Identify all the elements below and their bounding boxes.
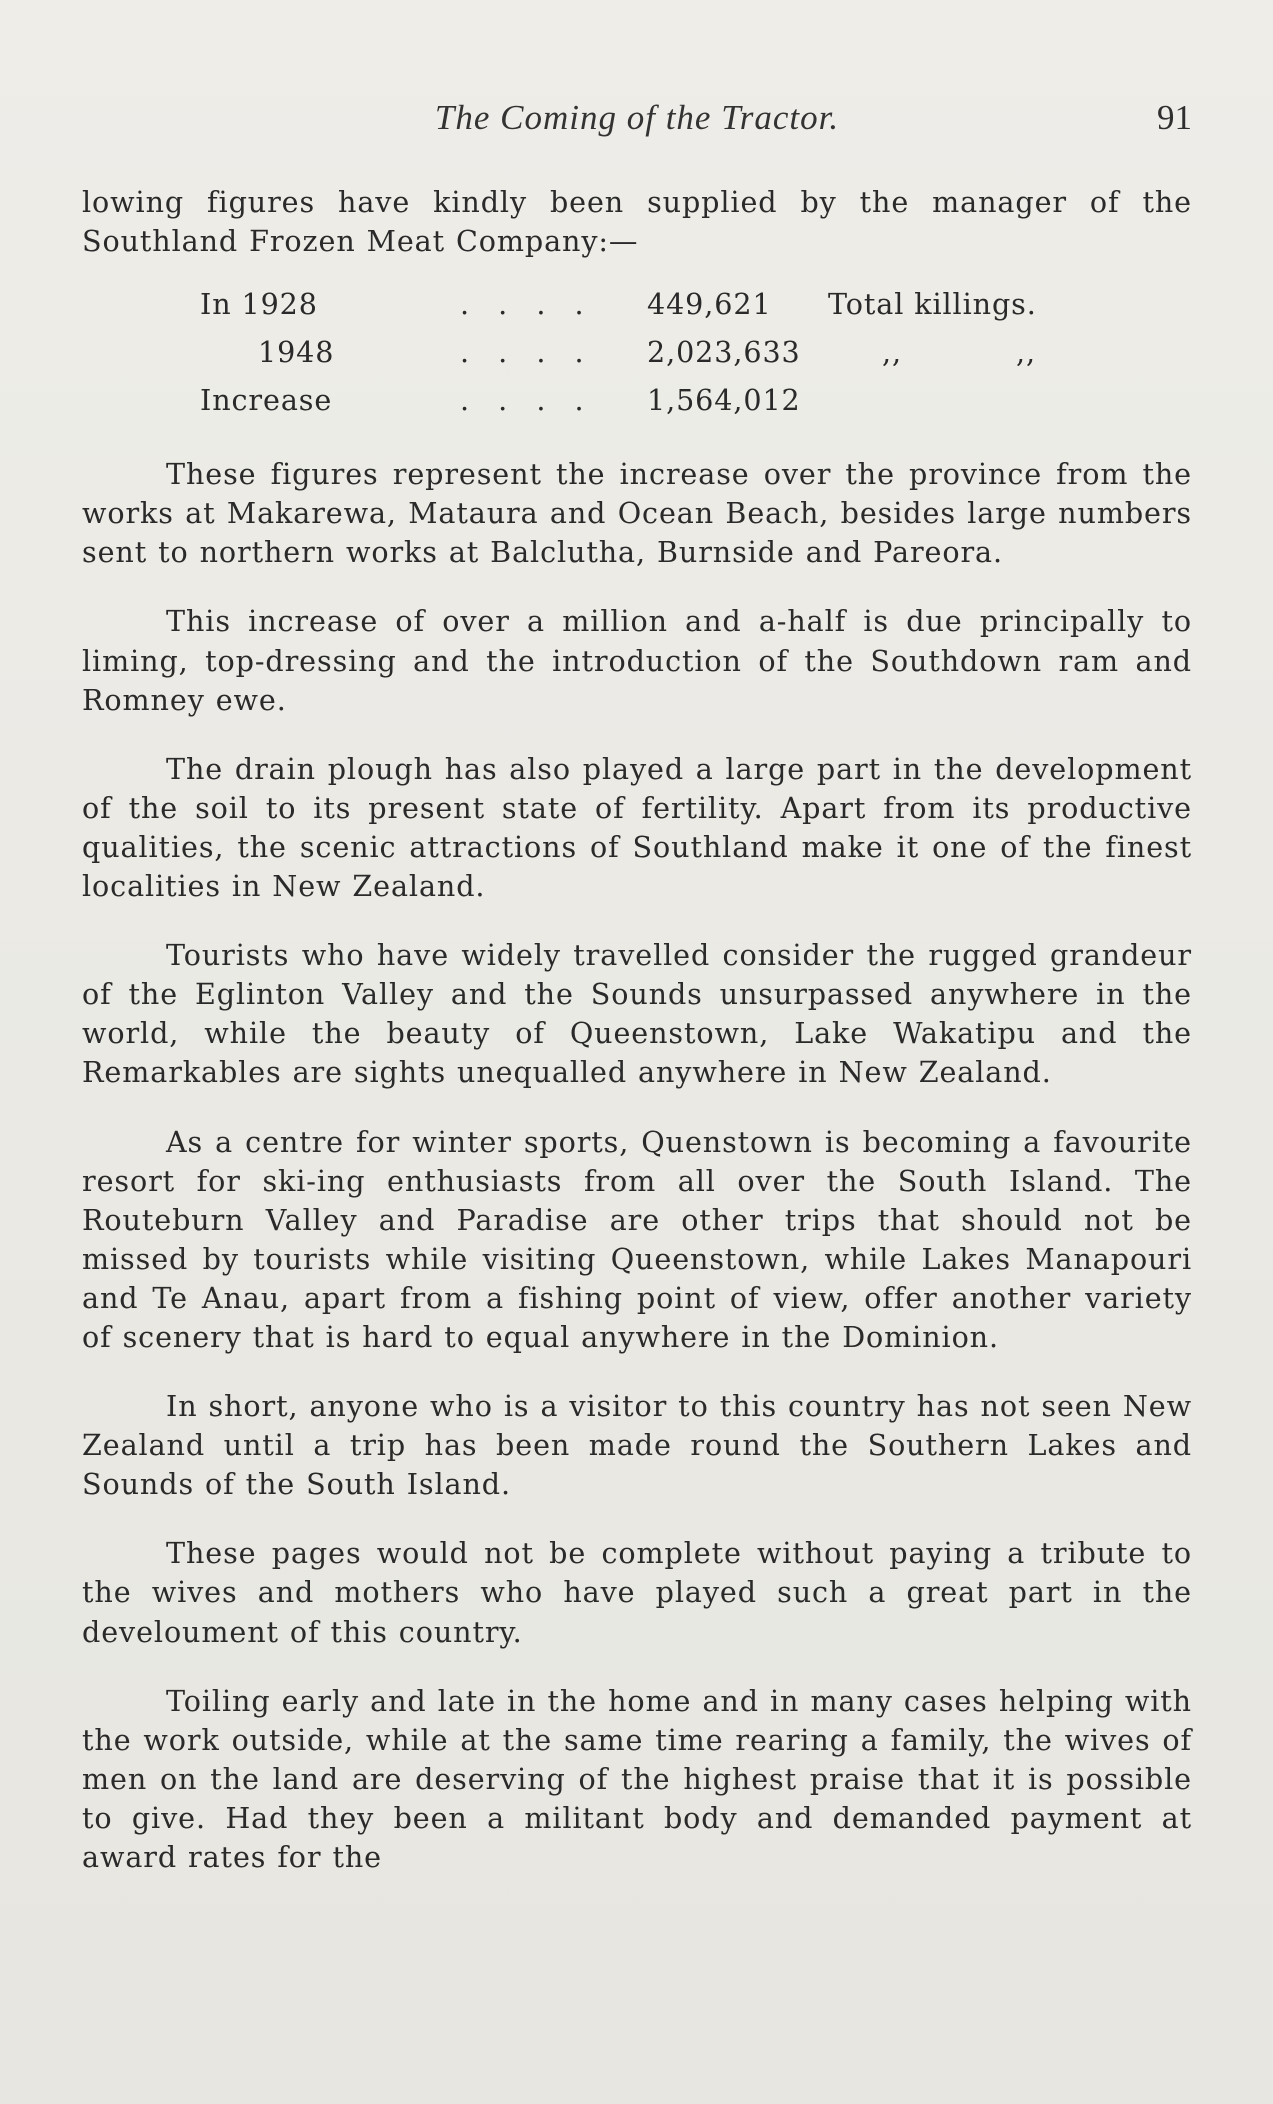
table-row <box>82 383 1192 423</box>
row-value: 449,621 <box>647 287 772 322</box>
running-title: The Coming of the Tractor. <box>434 98 840 137</box>
row-label: 1948 <box>258 335 335 370</box>
paragraph-tribute: These pages would not be complete without paying a tribute to the wives and mothers who have played such a great part in the develoument of this country. <box>82 1536 1192 1649</box>
running-head <box>82 98 1192 146</box>
paragraph-tourists: Tourists who have widely travelled consider the rugged grandeur of the Eglinton Valley and the Sounds unsurpassed anywhere in the world, while the beauty of Queenstown, Lake Wakatipu and the Remarkables are sights unequalled anywhere in New Zealand. <box>82 938 1192 1090</box>
row-label: In 1928 <box>200 287 318 322</box>
paragraph-winter-sports: As a centre for winter sports, Quenstown is becoming a favourite resort for ski-ing enthusiasts from all over the South Island. The Routeburn Valley and Paradise are other trips that should not be missed by tourists while visiting Queenstown, while Lakes Manapouri and Te Anau, apart from a fishing point of view, offer another variety of scenery that is hard to equal anywhere in the Dominion. <box>82 1124 1192 1354</box>
ditto-mark: ,, <box>882 335 902 370</box>
paragraph-toiling: Toiling early and late in the home and in many cases helping with the work outside, while at the same time rearing a family, the wives of men on the land are deserving of the highest praise that it is possible to give. Had they been a militant body and demanded payment at award rates for the <box>82 1683 1192 1874</box>
paragraph-in-short: In short, anyone who is a visitor to this country has not seen New Zealand until a trip has been made round the Southern Lakes and Sounds of the South Island. <box>82 1389 1192 1502</box>
leader-dots: . . . . <box>460 383 594 418</box>
body-text <box>82 183 1192 1877</box>
ditto-mark: ,, <box>1016 335 1036 370</box>
killings-table <box>82 287 1192 431</box>
leader-dots: . . . . <box>460 287 594 322</box>
page-number: 91 <box>1157 98 1192 137</box>
paragraph-increase: This increase of over a million and a-half is due principally to liming, top-dressing and the introduction of the Southdown ram and Romney ewe. <box>82 604 1192 717</box>
paragraph-figures: These figures represent the increase over the province from the works at Makarewa, Mataura and Ocean Beach, besides large numbers sent to northern works at Balclutha, Burnside and Pareora. <box>82 457 1192 570</box>
table-row <box>82 335 1192 375</box>
row-value: 2,023,633 <box>647 335 801 370</box>
paragraph-drain-plough: The drain plough has also played a large part in the development of the soil to its present state of fertility. Apart from its productive qualities, the scenic attractions of Southland make it one of the finest localities in New Zealand. <box>82 751 1192 904</box>
row-note: Total killings. <box>828 287 1037 322</box>
table-row <box>82 287 1192 327</box>
leader-dots: . . . . <box>460 335 594 370</box>
intro-paragraph: lowing figures have kindly been supplied by the manager of the Southland Frozen Meat Company:— <box>82 185 1192 259</box>
row-label: Increase <box>200 383 333 418</box>
row-value: 1,564,012 <box>647 383 801 418</box>
